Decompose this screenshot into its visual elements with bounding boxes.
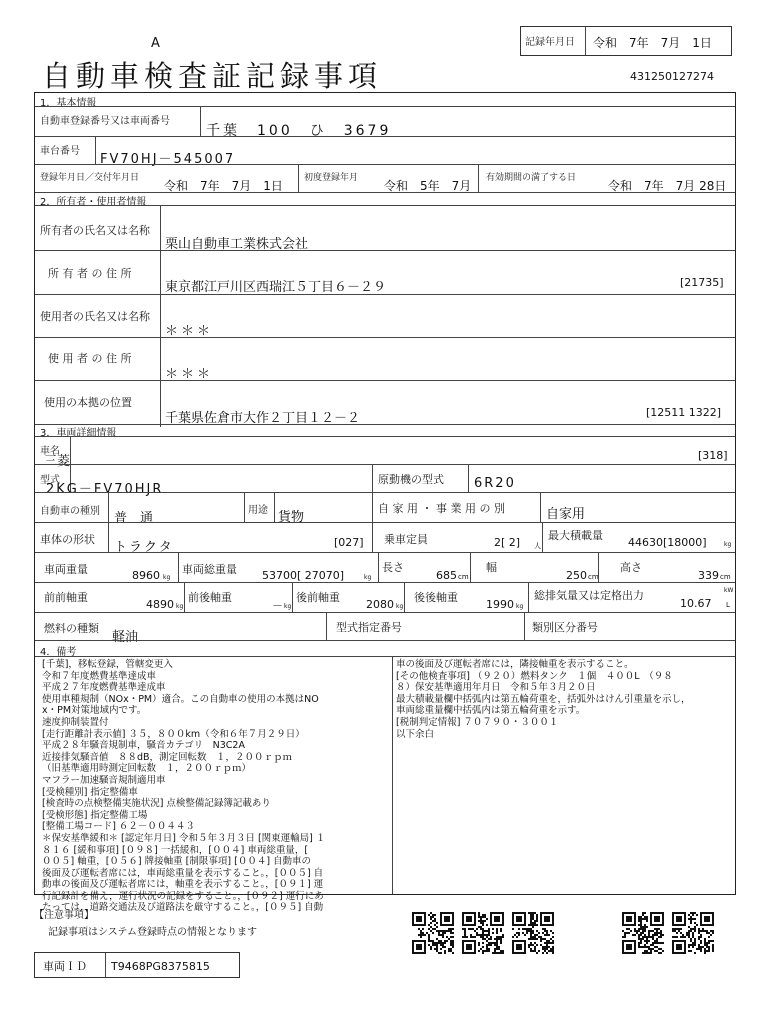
height-value: 339 — [698, 569, 719, 582]
model-label: 型式 — [40, 475, 60, 486]
remark-line: [受検形態] 指定整備工場 — [42, 809, 148, 821]
kind-label: 自動車の種別 — [40, 506, 100, 517]
document-title: 自動車検査証記録事項 — [42, 59, 383, 93]
owner-addr-label: 所 有 者 の 住 所 — [48, 267, 132, 280]
remark-line: [その他検査事項] （９２０）燃料タンク １個 ４００L （９８ — [396, 670, 673, 682]
model-value: 2KG－FV70HJR — [46, 482, 164, 497]
width-label: 幅 — [486, 561, 497, 574]
use-label: 用途 — [248, 505, 268, 516]
height-label: 高さ — [620, 561, 642, 574]
remark-line: 速度抑制装置付 — [42, 716, 109, 728]
body-value: トラクタ — [114, 540, 174, 555]
use-value: 貨物 — [278, 510, 305, 525]
maker-code: [318] — [698, 449, 728, 462]
base-code: [12511 1322] — [646, 406, 722, 419]
maker-label: 車名 — [40, 446, 60, 457]
fr-unit: kg — [284, 603, 292, 610]
type-no-label: 型式指定番号 — [336, 621, 402, 634]
remark-line: [整備工場コード] ６２－００４４３ — [42, 821, 195, 833]
weight-unit: kg — [163, 574, 171, 581]
remark-line: 平成２７年度燃費基準達成車 — [42, 682, 166, 694]
kind-value: 普 通 — [114, 511, 154, 526]
disp-value: 10.67 — [680, 597, 712, 610]
remark-line: （旧基準適用時測定回転数 １，２００ｒｐｍ） — [42, 763, 252, 775]
remark-line: 動車の後面及び運転者席には，軸重を表示すること。，[０９１] 運 — [42, 879, 324, 891]
class-no-label: 類別区分番号 — [532, 621, 598, 634]
rr-label: 後後軸重 — [414, 591, 458, 604]
length-value: 685 — [436, 569, 457, 582]
disp-label: 総排気量又は定格出力 — [534, 589, 644, 602]
engine-label: 原動機の型式 — [378, 473, 444, 486]
height-unit: cm — [720, 573, 731, 581]
remark-line: ８１６ [緩和事項] [０９８] 一括緩和，[００４] 車両総重量，[ — [42, 844, 309, 856]
disp-unit-bottom: L — [726, 601, 730, 609]
remark-line: [走行距離計表示値] ３５，８００km（令和６年７月２９日） — [42, 728, 305, 740]
fr-value: － — [272, 599, 283, 612]
owner-addr-value: 東京都江戸川区西瑞江５丁目６－２９ — [165, 280, 387, 295]
remark-line: [税制判定情報] ７０７９０・３００１ — [396, 716, 559, 728]
base-value: 千葉県佐倉市大作２丁目１２－２ — [165, 411, 361, 426]
section1-heading: 1．基本情報 — [40, 98, 97, 109]
user-name-value: ＊＊＊ — [165, 324, 214, 339]
remark-line: 平成２８年騒音規制車，騒音カテゴリ N3C2A — [42, 740, 245, 752]
engine-value: 6R20 — [474, 476, 516, 491]
user-addr-value: ＊＊＊ — [165, 367, 214, 382]
section4-heading: 4．備考 — [40, 647, 77, 658]
body-code: [027] — [334, 536, 364, 549]
ff-value: 4890 — [146, 598, 174, 611]
first-reg-value: 令和 5年 7月 — [384, 179, 472, 193]
remark-line: 近接排気騒音値 ８８dB，測定回転数 １，２００ｒｐｍ — [42, 751, 293, 763]
qr-code-3 — [512, 912, 554, 954]
fuel-value: 軽油 — [112, 630, 139, 645]
remark-line: 以下余白 — [396, 728, 435, 740]
record-date-label: 記録年月日 — [525, 37, 575, 48]
ff-unit: kg — [176, 603, 184, 610]
remark-line: 令和７年度燃費基準達成車 — [42, 670, 157, 682]
remark-line: 使用車種規制（NOx・PM）適合。この自動車の使用の本拠はNO — [42, 693, 319, 705]
chassis-value: FV70HJ－545007 — [100, 152, 236, 167]
remark-line: [受検種別] 指定整備車 — [42, 786, 138, 798]
remark-line: 後面及び運転者席には，車両総重量を表示すること。，[００５] 自 — [42, 867, 324, 879]
qr-code-4 — [622, 912, 664, 954]
fuel-label: 燃料の種類 — [44, 622, 99, 635]
vehicle-id-box — [34, 952, 240, 978]
remarks-right-column — [396, 659, 691, 740]
base-label: 使用の本拠の位置 — [44, 396, 132, 409]
owner-addr-code: [21735] — [680, 276, 724, 289]
doc-number: 431250127274 — [630, 70, 714, 83]
record-date-box — [520, 26, 732, 56]
remark-line: ８）保安基準適用年月日 令和５年３月２０日 — [396, 682, 596, 694]
fr-label: 前後軸重 — [188, 591, 232, 604]
reg-date-label: 登録年月日／交付年月日 — [40, 173, 140, 183]
capacity-unit: 人 — [534, 542, 541, 550]
width-unit: cm — [588, 573, 599, 581]
length-label: 長さ — [382, 561, 404, 574]
width-value: 250 — [566, 569, 587, 582]
weight-value: 8960 — [132, 569, 160, 582]
qr-code-5 — [672, 912, 714, 954]
first-reg-label: 初度登録年月 — [304, 173, 359, 183]
chassis-label: 車台番号 — [40, 146, 80, 157]
rf-value: 2080 — [366, 598, 394, 611]
record-date-value: 令和 7年 7月 1日 — [593, 36, 712, 50]
weight-label: 車両重量 — [44, 563, 88, 576]
qr-code-2 — [462, 912, 504, 954]
ff-label: 前前軸重 — [44, 591, 88, 604]
expiry-label: 有効期間の満了する日 — [486, 173, 577, 183]
owner-name-value: 栗山自動車工業株式会社 — [165, 237, 309, 252]
remark-line: [検査時の点検整備実施状況] 点検整備記録簿記載あり — [42, 798, 271, 810]
max-load-label: 最大積載量 — [548, 529, 603, 542]
remark-line: 行記録計を備え，運行状況の記録をすること。，[０９２] 運行にあ — [42, 890, 324, 902]
gross-label: 車両総重量 — [182, 563, 237, 576]
notice-text: 記録事項はシステム登録時点の情報となります — [48, 927, 257, 938]
disp-unit-top: kW — [724, 587, 734, 594]
remark-line: たっては，道路交通法及び道路法を厳守すること。，[０９５] 自動 — [42, 902, 324, 914]
owner-name-label: 所有者の氏名又は名称 — [40, 224, 150, 237]
remark-line: 最大積載量欄中括弧内は第五輪荷重を，括弧外はけん引重量を示し， — [396, 693, 691, 705]
capacity-value: 2[ 2] — [494, 536, 521, 549]
rr-value: 1990 — [486, 598, 514, 611]
section3-heading: 3．車両詳細情報 — [40, 428, 117, 439]
length-unit: cm — [458, 573, 469, 581]
remark-line: 車の後面及び運転者席には，隣接軸重を表示すること。 — [396, 659, 634, 670]
expiry-value: 令和 7年 7月 28日 — [608, 179, 727, 193]
remark-line: x・PM対策地域内です。 — [42, 705, 147, 717]
rf-unit: kg — [396, 603, 404, 610]
remark-line: マフラー加速騒音規制適用車 — [42, 774, 166, 786]
notice-heading: 【注意事項】 — [34, 910, 94, 921]
qr-code-1 — [412, 912, 454, 954]
rf-label: 後前軸重 — [296, 591, 340, 604]
reg-date-value: 令和 7年 7月 1日 — [164, 179, 283, 193]
vehicle-id-label: 車両ＩＤ — [43, 960, 87, 973]
maker-value: 三菱 — [44, 454, 71, 469]
corner-mark: A — [151, 36, 160, 51]
remark-line: ＊保安基準緩和＊ [認定年月日] 令和５年３月３日 [関東運輸局] １ — [42, 832, 326, 844]
section2-heading: 2．所有者・使用者情報 — [40, 197, 147, 208]
private-label: 自 家 用 ・ 事 業 用 の 別 — [378, 502, 505, 515]
reg-no-value: 千葉 100 ひ 3679 — [206, 123, 392, 139]
gross-value: 53700[ 27070] — [262, 569, 345, 582]
vehicle-id-value: T9468PG8375815 — [111, 960, 210, 973]
user-name-label: 使用者の氏名又は名称 — [40, 310, 150, 323]
remark-line: [千葉]，移転登録，管轄変更入 — [42, 659, 173, 670]
remarks-left-column — [42, 659, 325, 914]
body-label: 車体の形状 — [40, 533, 95, 546]
remark-line: 車両総重量欄中括弧内は第五輪荷重を示す。 — [396, 705, 586, 717]
capacity-label: 乗車定員 — [384, 533, 428, 546]
remark-line: ００５] 軸重，[０５６] 牌接軸重 [制限事項] [００４] 自動車の — [42, 856, 312, 868]
private-value: 自家用 — [546, 507, 586, 522]
reg-no-label: 自動車登録番号又は車両番号 — [40, 116, 170, 127]
max-load-unit: kg — [724, 541, 732, 548]
rr-unit: kg — [516, 603, 524, 610]
user-addr-label: 使 用 者 の 住 所 — [48, 352, 132, 365]
gross-unit: kg — [364, 574, 372, 581]
max-load-value: 44630[18000] — [628, 536, 707, 549]
